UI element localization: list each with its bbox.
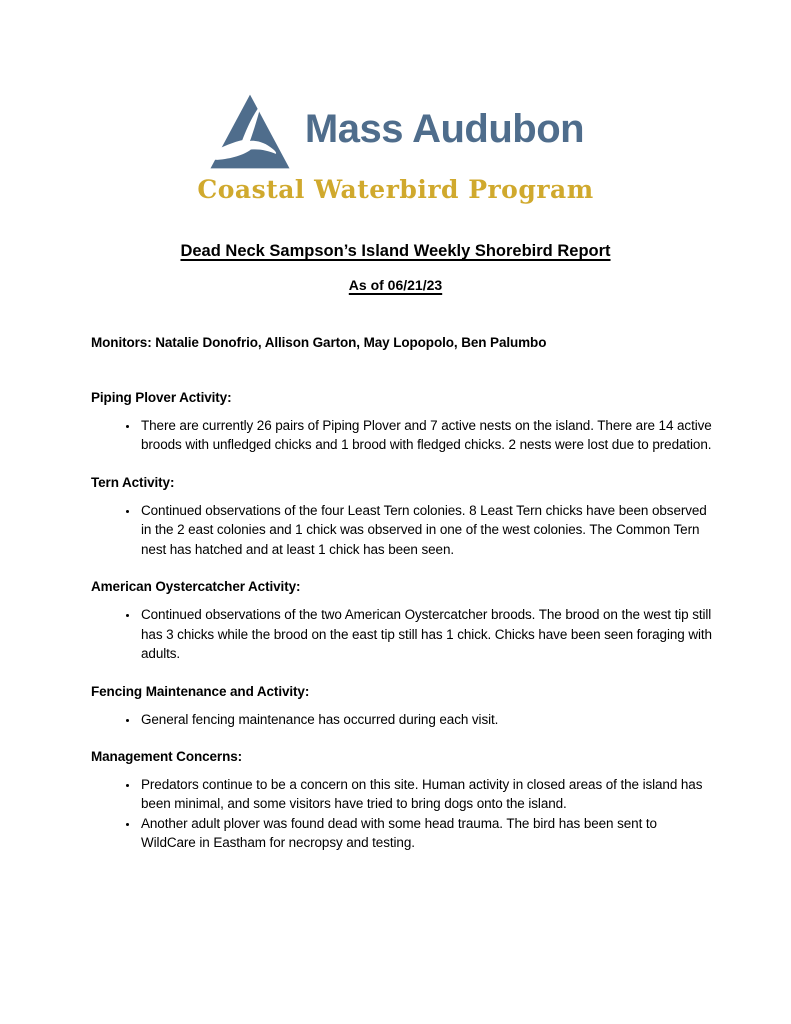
section-american-oystercatcher-activity [91, 579, 715, 663]
bullet-item: • General fencing maintenance has occurred during each visit. [139, 710, 715, 729]
section-management-concerns [91, 749, 715, 853]
bullet-list [91, 775, 715, 853]
logo-row [207, 92, 584, 171]
monitors-line: Monitors: Natalie Donofrio, Allison Garton, May Lopopolo, Ben Palumbo [91, 335, 547, 350]
mass-audubon-logo [0, 0, 791, 204]
section-heading: Tern Activity: [91, 474, 175, 490]
bullet-item: • Continued observations of the two American Oystercatcher broods. The brood on the west tip still has 3 chicks while the brood on the east tip still has 1 chick. Chicks have been seen foraging with adults. [139, 605, 715, 663]
section-tern-activity [91, 475, 715, 559]
section-piping-plover-activity [91, 390, 715, 455]
program-name: Coastal Waterbird Program [197, 175, 594, 204]
section-heading: Fencing Maintenance and Activity: [91, 683, 310, 699]
section-fencing-maintenance [91, 684, 715, 729]
audubon-triangle-bird-icon [207, 92, 293, 171]
brand-name: Mass Audubon [304, 106, 585, 151]
section-heading: Management Concerns: [91, 748, 243, 764]
report-date: As of 06/21/23 [348, 277, 443, 293]
bullet-item: • Continued observations of the four Least Tern colonies. 8 Least Tern chicks have been observed in the 2 east colonies and 1 chick was observed in one of the west colonies. The Common Tern nest has hatched and at least 1 chick has been seen. [139, 501, 715, 559]
bullet-item: • Another adult plover was found dead with some head trauma. The bird has been sent to WildCare in Eastham for necropsy and testing. [139, 814, 715, 853]
bullet-list [91, 501, 715, 559]
bullet-list [91, 416, 715, 455]
bullet-list [91, 605, 715, 663]
bullet-item: • There are currently 26 pairs of Piping Plover and 7 active nests on the island. There are 14 active broods with unfledged chicks and 1 brood with fledged chicks. 2 nests were lost due to predation. [139, 416, 715, 455]
report-body [91, 390, 715, 853]
bullet-item: • Predators continue to be a concern on this site. Human activity in closed areas of the island has been minimal, and some visitors have tried to bring dogs onto the island. [139, 775, 715, 814]
report-title: Dead Neck Sampson’s Island Weekly Shorebird Report [180, 242, 611, 260]
bullet-list [91, 710, 715, 729]
section-heading: American Oystercatcher Activity: [91, 579, 301, 595]
section-heading: Piping Plover Activity: [91, 390, 232, 405]
